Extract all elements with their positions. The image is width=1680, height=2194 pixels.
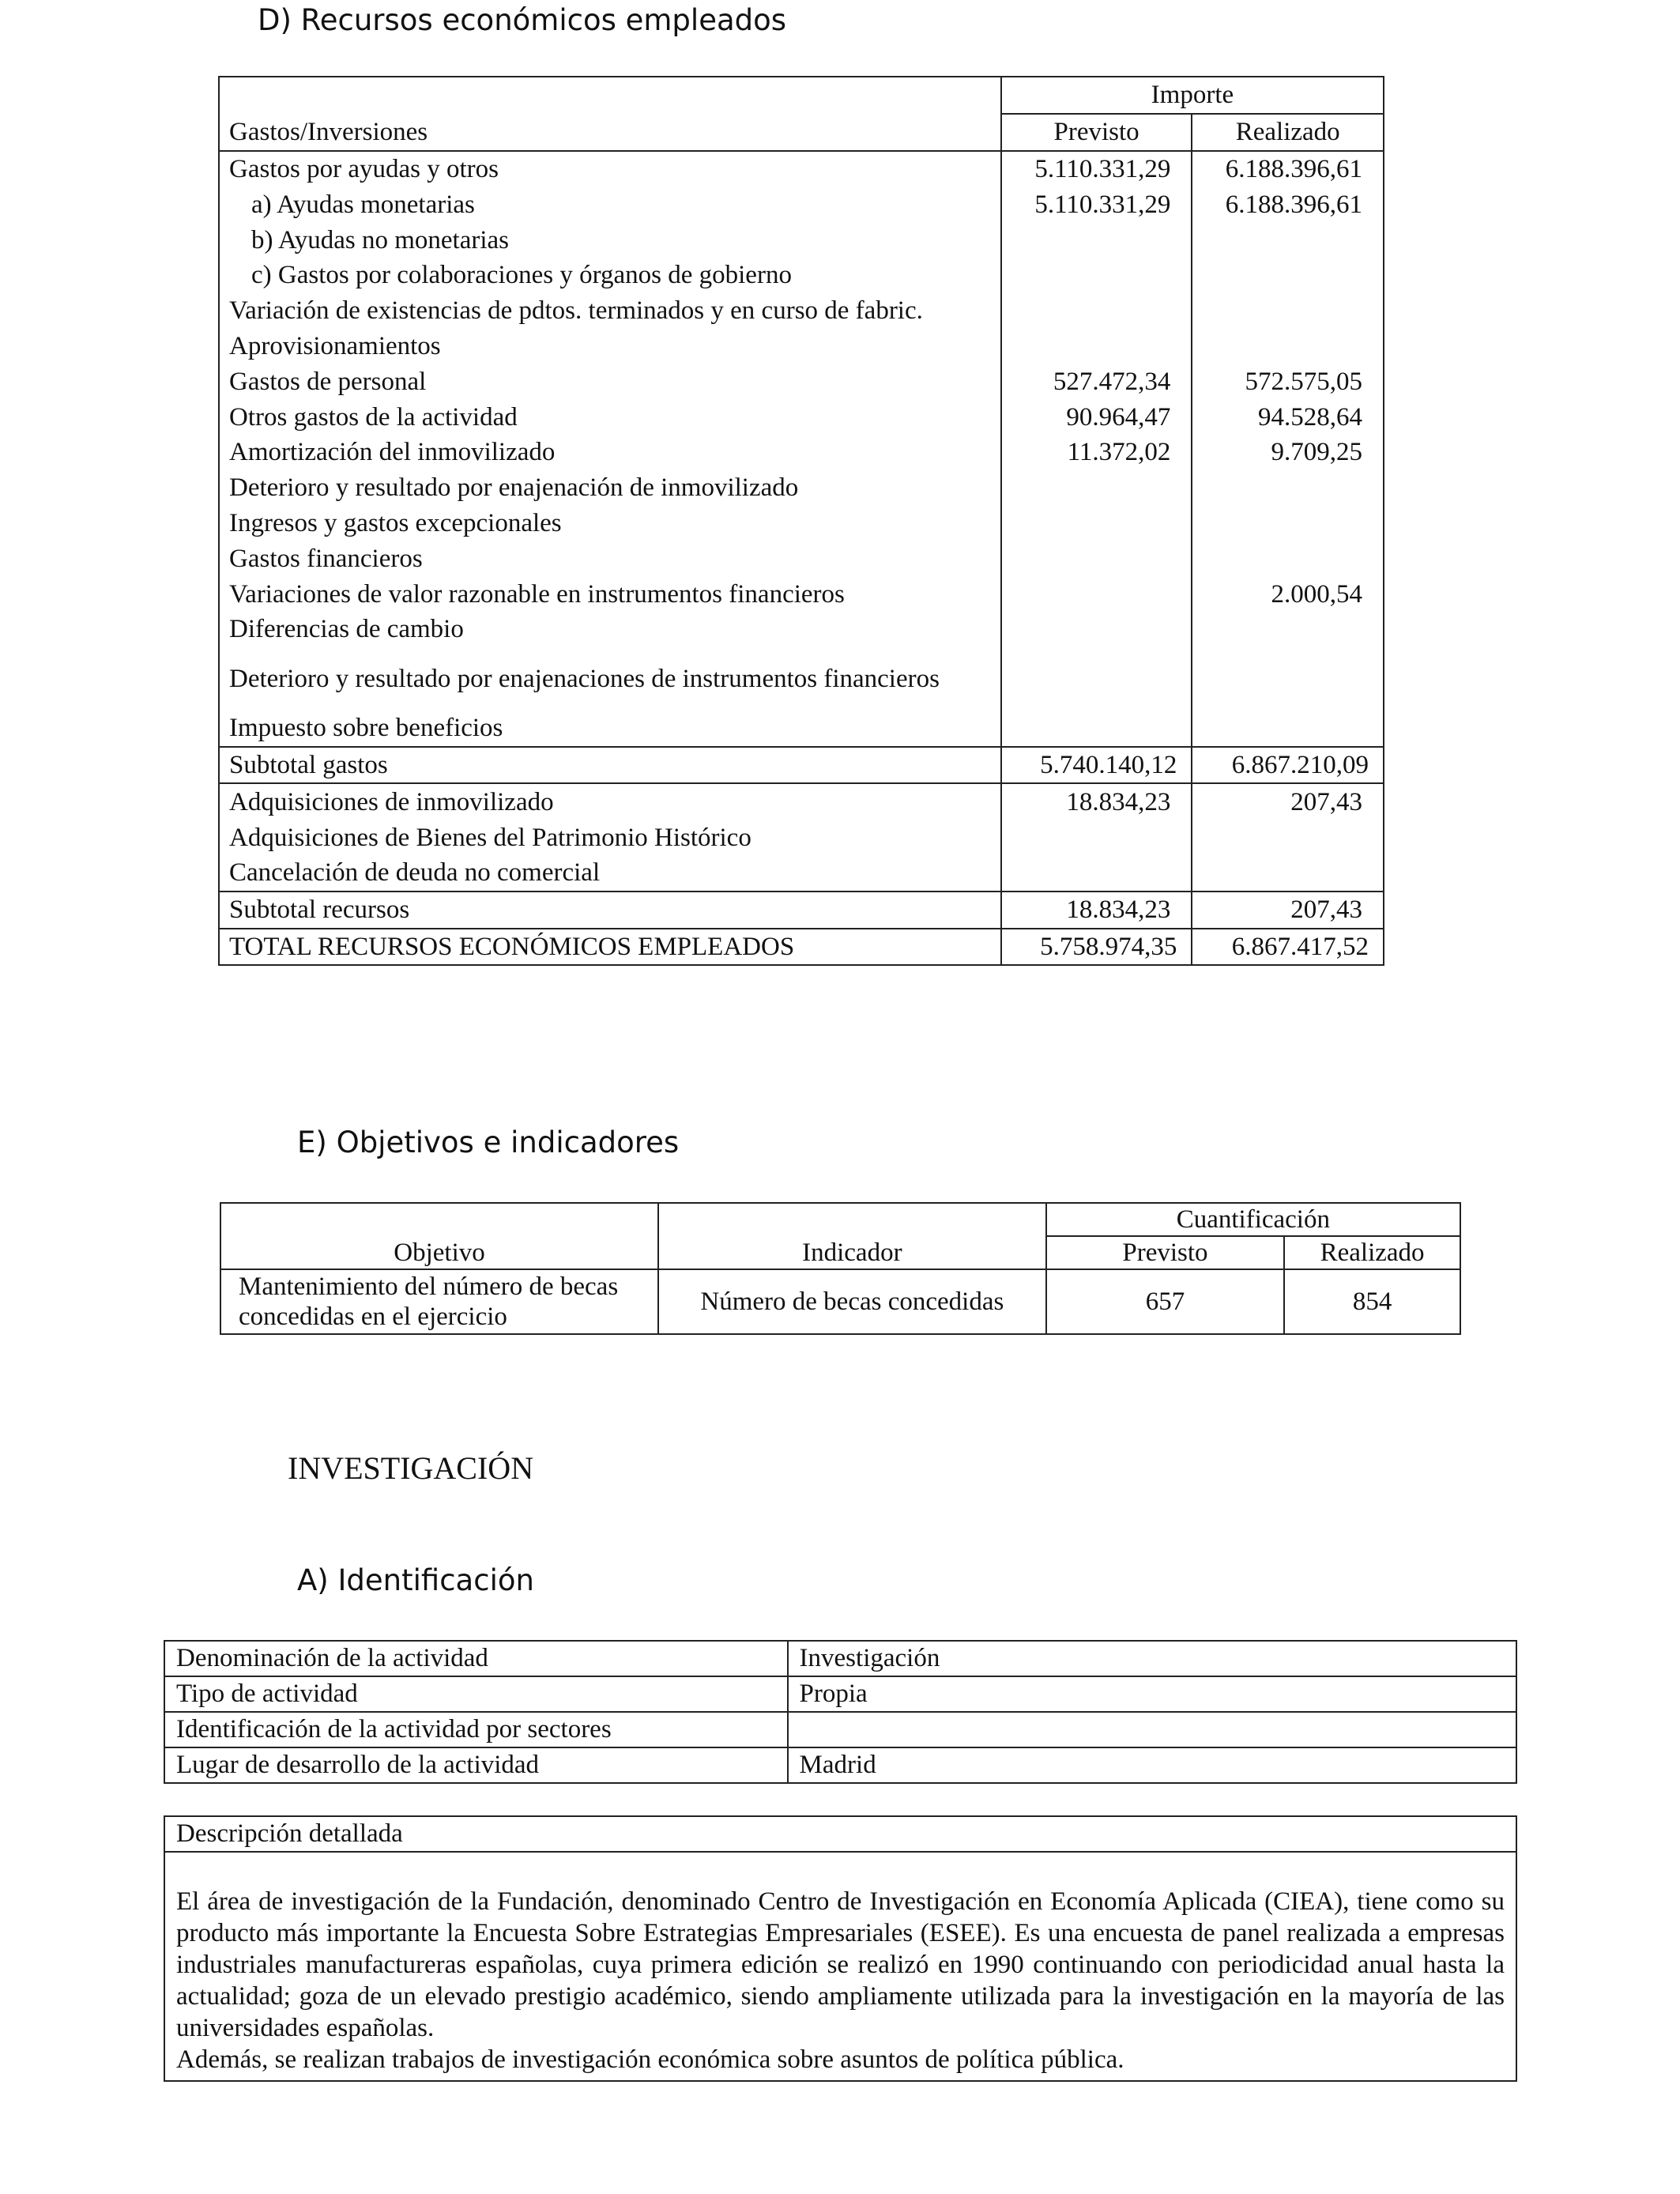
row-label: Denominación de la actividad bbox=[164, 1641, 788, 1676]
gastos-inversiones-header: Gastos/Inversiones bbox=[229, 117, 428, 146]
row-label: Gastos financieros bbox=[229, 544, 423, 573]
row-label: Diferencias de cambio bbox=[229, 615, 464, 644]
cuantificacion-header: Cuantificación bbox=[1046, 1203, 1460, 1236]
table-row bbox=[219, 541, 1384, 576]
row-previsto bbox=[1001, 855, 1192, 892]
row-realizado bbox=[1192, 329, 1384, 364]
table-row bbox=[219, 470, 1384, 506]
table-row bbox=[164, 1676, 1516, 1712]
indicador-header: Indicador bbox=[658, 1203, 1046, 1269]
table-row bbox=[219, 364, 1384, 399]
row-label: Deterioro y resultado por enajenaciones de instrumentos financieros bbox=[229, 664, 940, 693]
row-label: Impuesto sobre beneficios bbox=[229, 714, 503, 743]
row-previsto: 90.964,47 bbox=[1001, 399, 1192, 435]
row-realizado bbox=[1192, 612, 1384, 647]
row-label: Gastos por ayudas y otros bbox=[219, 151, 1001, 187]
row-realizado: 572.575,05 bbox=[1192, 364, 1384, 399]
row-realizado: 6.188.396,61 bbox=[1192, 187, 1384, 222]
subtotal-gastos-row bbox=[219, 747, 1384, 784]
subtotal-recursos-label: Subtotal recursos bbox=[219, 892, 1001, 929]
objetivo-header: Objetivo bbox=[220, 1203, 658, 1269]
table-row bbox=[164, 1747, 1516, 1783]
indicador-cell: Número de becas concedidas bbox=[658, 1269, 1046, 1334]
table-row bbox=[219, 258, 1384, 293]
row-value: Madrid bbox=[788, 1747, 1516, 1783]
descripcion-box bbox=[164, 1815, 1517, 2082]
table-row bbox=[219, 647, 1384, 711]
row-label: Cancelación de deuda no comercial bbox=[229, 858, 601, 888]
recursos-economicos-table bbox=[218, 76, 1384, 966]
row-label: Identificación de la actividad por sectores bbox=[164, 1712, 788, 1747]
row-label: Lugar de desarrollo de la actividad bbox=[164, 1747, 788, 1783]
table-row bbox=[164, 1641, 1516, 1676]
table-row bbox=[219, 576, 1384, 612]
table-row bbox=[219, 506, 1384, 541]
table-row bbox=[219, 711, 1384, 747]
objetivos-indicadores-table bbox=[220, 1202, 1461, 1335]
table-row bbox=[219, 329, 1384, 364]
realizado-header: Realizado bbox=[1284, 1236, 1460, 1269]
previsto-header: Previsto bbox=[1046, 1236, 1284, 1269]
subtotal-gastos-label: Subtotal gastos bbox=[219, 747, 1001, 784]
total-realizado: 6.867.417,52 bbox=[1192, 929, 1384, 966]
row-label: Ingresos y gastos excepcionales bbox=[229, 508, 562, 537]
row-realizado: 207,43 bbox=[1192, 783, 1384, 820]
descripcion-paragraph: El área de investigación de la Fundación, denominado Centro de Investigación en Economía Aplicada (CIEA), tiene como su producto más importante la Encuesta Sobre Estrategias Empresariales (ESEE). Es una encuesta de panel realizada a empresas industriales manufactureras españolas, cuya primera edición se realizó en 1990 continuando con periodicidad anual hasta la actualidad; goza de un elevado prestigio académico, siendo ampliamente utilizada para la investigación en la mayoría de las universidades españolas. bbox=[176, 1887, 1505, 2042]
row-realizado: 2.000,54 bbox=[1192, 576, 1384, 612]
row-previsto: 5.110.331,29 bbox=[1001, 151, 1192, 187]
table-row bbox=[219, 435, 1384, 470]
table-header-row bbox=[219, 114, 1384, 151]
table-row bbox=[164, 1712, 1516, 1747]
realizado-cell: 854 bbox=[1284, 1269, 1460, 1334]
subtotal-gastos-realizado: 6.867.210,09 bbox=[1192, 747, 1384, 784]
row-realizado bbox=[1192, 855, 1384, 892]
row-realizado bbox=[1192, 541, 1384, 576]
row-previsto bbox=[1001, 506, 1192, 541]
table-row bbox=[219, 187, 1384, 222]
row-realizado bbox=[1192, 711, 1384, 747]
realizado-header: Realizado bbox=[1192, 114, 1384, 151]
subtotal-recursos-previsto: 18.834,23 bbox=[1001, 892, 1192, 929]
row-previsto bbox=[1001, 647, 1192, 711]
row-label: Adquisiciones de Bienes del Patrimonio Histórico bbox=[229, 823, 751, 852]
row-label: Deterioro y resultado por enajenación de inmovilizado bbox=[229, 473, 799, 503]
row-previsto: 5.110.331,29 bbox=[1001, 187, 1192, 222]
section-a-heading: A) Identificación bbox=[297, 1563, 534, 1597]
objetivo-cell: Mantenimiento del número de becas concedidas en el ejercicio bbox=[220, 1269, 658, 1334]
previsto-header: Previsto bbox=[1001, 114, 1192, 151]
table-row bbox=[219, 855, 1384, 892]
table-header-group-row bbox=[219, 77, 1384, 114]
row-previsto: 527.472,34 bbox=[1001, 364, 1192, 399]
row-label: Variaciones de valor razonable en instrumentos financieros bbox=[229, 579, 845, 609]
row-realizado bbox=[1192, 647, 1384, 711]
row-label: Aprovisionamientos bbox=[229, 331, 441, 360]
descripcion-header: Descripción detallada bbox=[165, 1817, 1516, 1853]
row-label: a) Ayudas monetarias bbox=[251, 190, 475, 219]
row-label: Amortización del inmovilizado bbox=[229, 438, 556, 467]
descripcion-paragraph: Además, se realizan trabajos de investigación económica sobre asuntos de política pública. bbox=[176, 2045, 1124, 2074]
row-realizado: 6.188.396,61 bbox=[1192, 151, 1384, 187]
row-label: Gastos de personal bbox=[229, 367, 427, 396]
row-previsto: 18.834,23 bbox=[1001, 783, 1192, 820]
row-realizado bbox=[1192, 222, 1384, 258]
row-previsto bbox=[1001, 576, 1192, 612]
row-previsto bbox=[1001, 470, 1192, 506]
row-previsto bbox=[1001, 293, 1192, 329]
table-row bbox=[219, 783, 1384, 820]
row-realizado bbox=[1192, 820, 1384, 855]
section-d-heading: D) Recursos económicos empleados bbox=[258, 3, 787, 37]
total-row bbox=[219, 929, 1384, 966]
row-label: Adquisiciones de inmovilizado bbox=[219, 783, 1001, 820]
subtotal-recursos-row bbox=[219, 892, 1384, 929]
row-previsto bbox=[1001, 711, 1192, 747]
row-previsto bbox=[1001, 820, 1192, 855]
table-row bbox=[219, 293, 1384, 329]
table-row bbox=[219, 399, 1384, 435]
subtotal-gastos-previsto: 5.740.140,12 bbox=[1001, 747, 1192, 784]
row-previsto bbox=[1001, 541, 1192, 576]
row-realizado bbox=[1192, 506, 1384, 541]
total-label: TOTAL RECURSOS ECONÓMICOS EMPLEADOS bbox=[219, 929, 1001, 966]
identificacion-table bbox=[164, 1640, 1517, 1784]
row-previsto bbox=[1001, 222, 1192, 258]
row-realizado: 94.528,64 bbox=[1192, 399, 1384, 435]
table-header-group-row bbox=[220, 1203, 1460, 1236]
total-previsto: 5.758.974,35 bbox=[1001, 929, 1192, 966]
row-label: Otros gastos de la actividad bbox=[229, 402, 518, 432]
row-realizado bbox=[1192, 258, 1384, 293]
subtotal-recursos-realizado: 207,43 bbox=[1192, 892, 1384, 929]
importe-header: Importe bbox=[1001, 77, 1384, 114]
row-previsto bbox=[1001, 612, 1192, 647]
row-previsto: 11.372,02 bbox=[1001, 435, 1192, 470]
table-row bbox=[219, 820, 1384, 855]
table-row bbox=[219, 151, 1384, 187]
row-previsto bbox=[1001, 258, 1192, 293]
row-value: Propia bbox=[788, 1676, 1516, 1712]
row-realizado bbox=[1192, 293, 1384, 329]
row-label: b) Ayudas no monetarias bbox=[251, 225, 509, 254]
row-previsto bbox=[1001, 329, 1192, 364]
section-e-heading: E) Objetivos e indicadores bbox=[297, 1125, 680, 1159]
investigacion-title: INVESTIGACIÓN bbox=[288, 1450, 534, 1486]
table-row bbox=[220, 1269, 1460, 1334]
table-row bbox=[219, 612, 1384, 647]
row-realizado bbox=[1192, 470, 1384, 506]
row-realizado: 9.709,25 bbox=[1192, 435, 1384, 470]
row-value bbox=[788, 1712, 1516, 1747]
row-label: Tipo de actividad bbox=[164, 1676, 788, 1712]
descripcion-body bbox=[165, 1853, 1516, 2080]
row-value: Investigación bbox=[788, 1641, 1516, 1676]
row-label: c) Gastos por colaboraciones y órganos de gobierno bbox=[251, 261, 792, 290]
row-label: Variación de existencias de pdtos. terminados y en curso de fabric. bbox=[229, 296, 923, 326]
previsto-cell: 657 bbox=[1046, 1269, 1284, 1334]
table-row bbox=[219, 222, 1384, 258]
